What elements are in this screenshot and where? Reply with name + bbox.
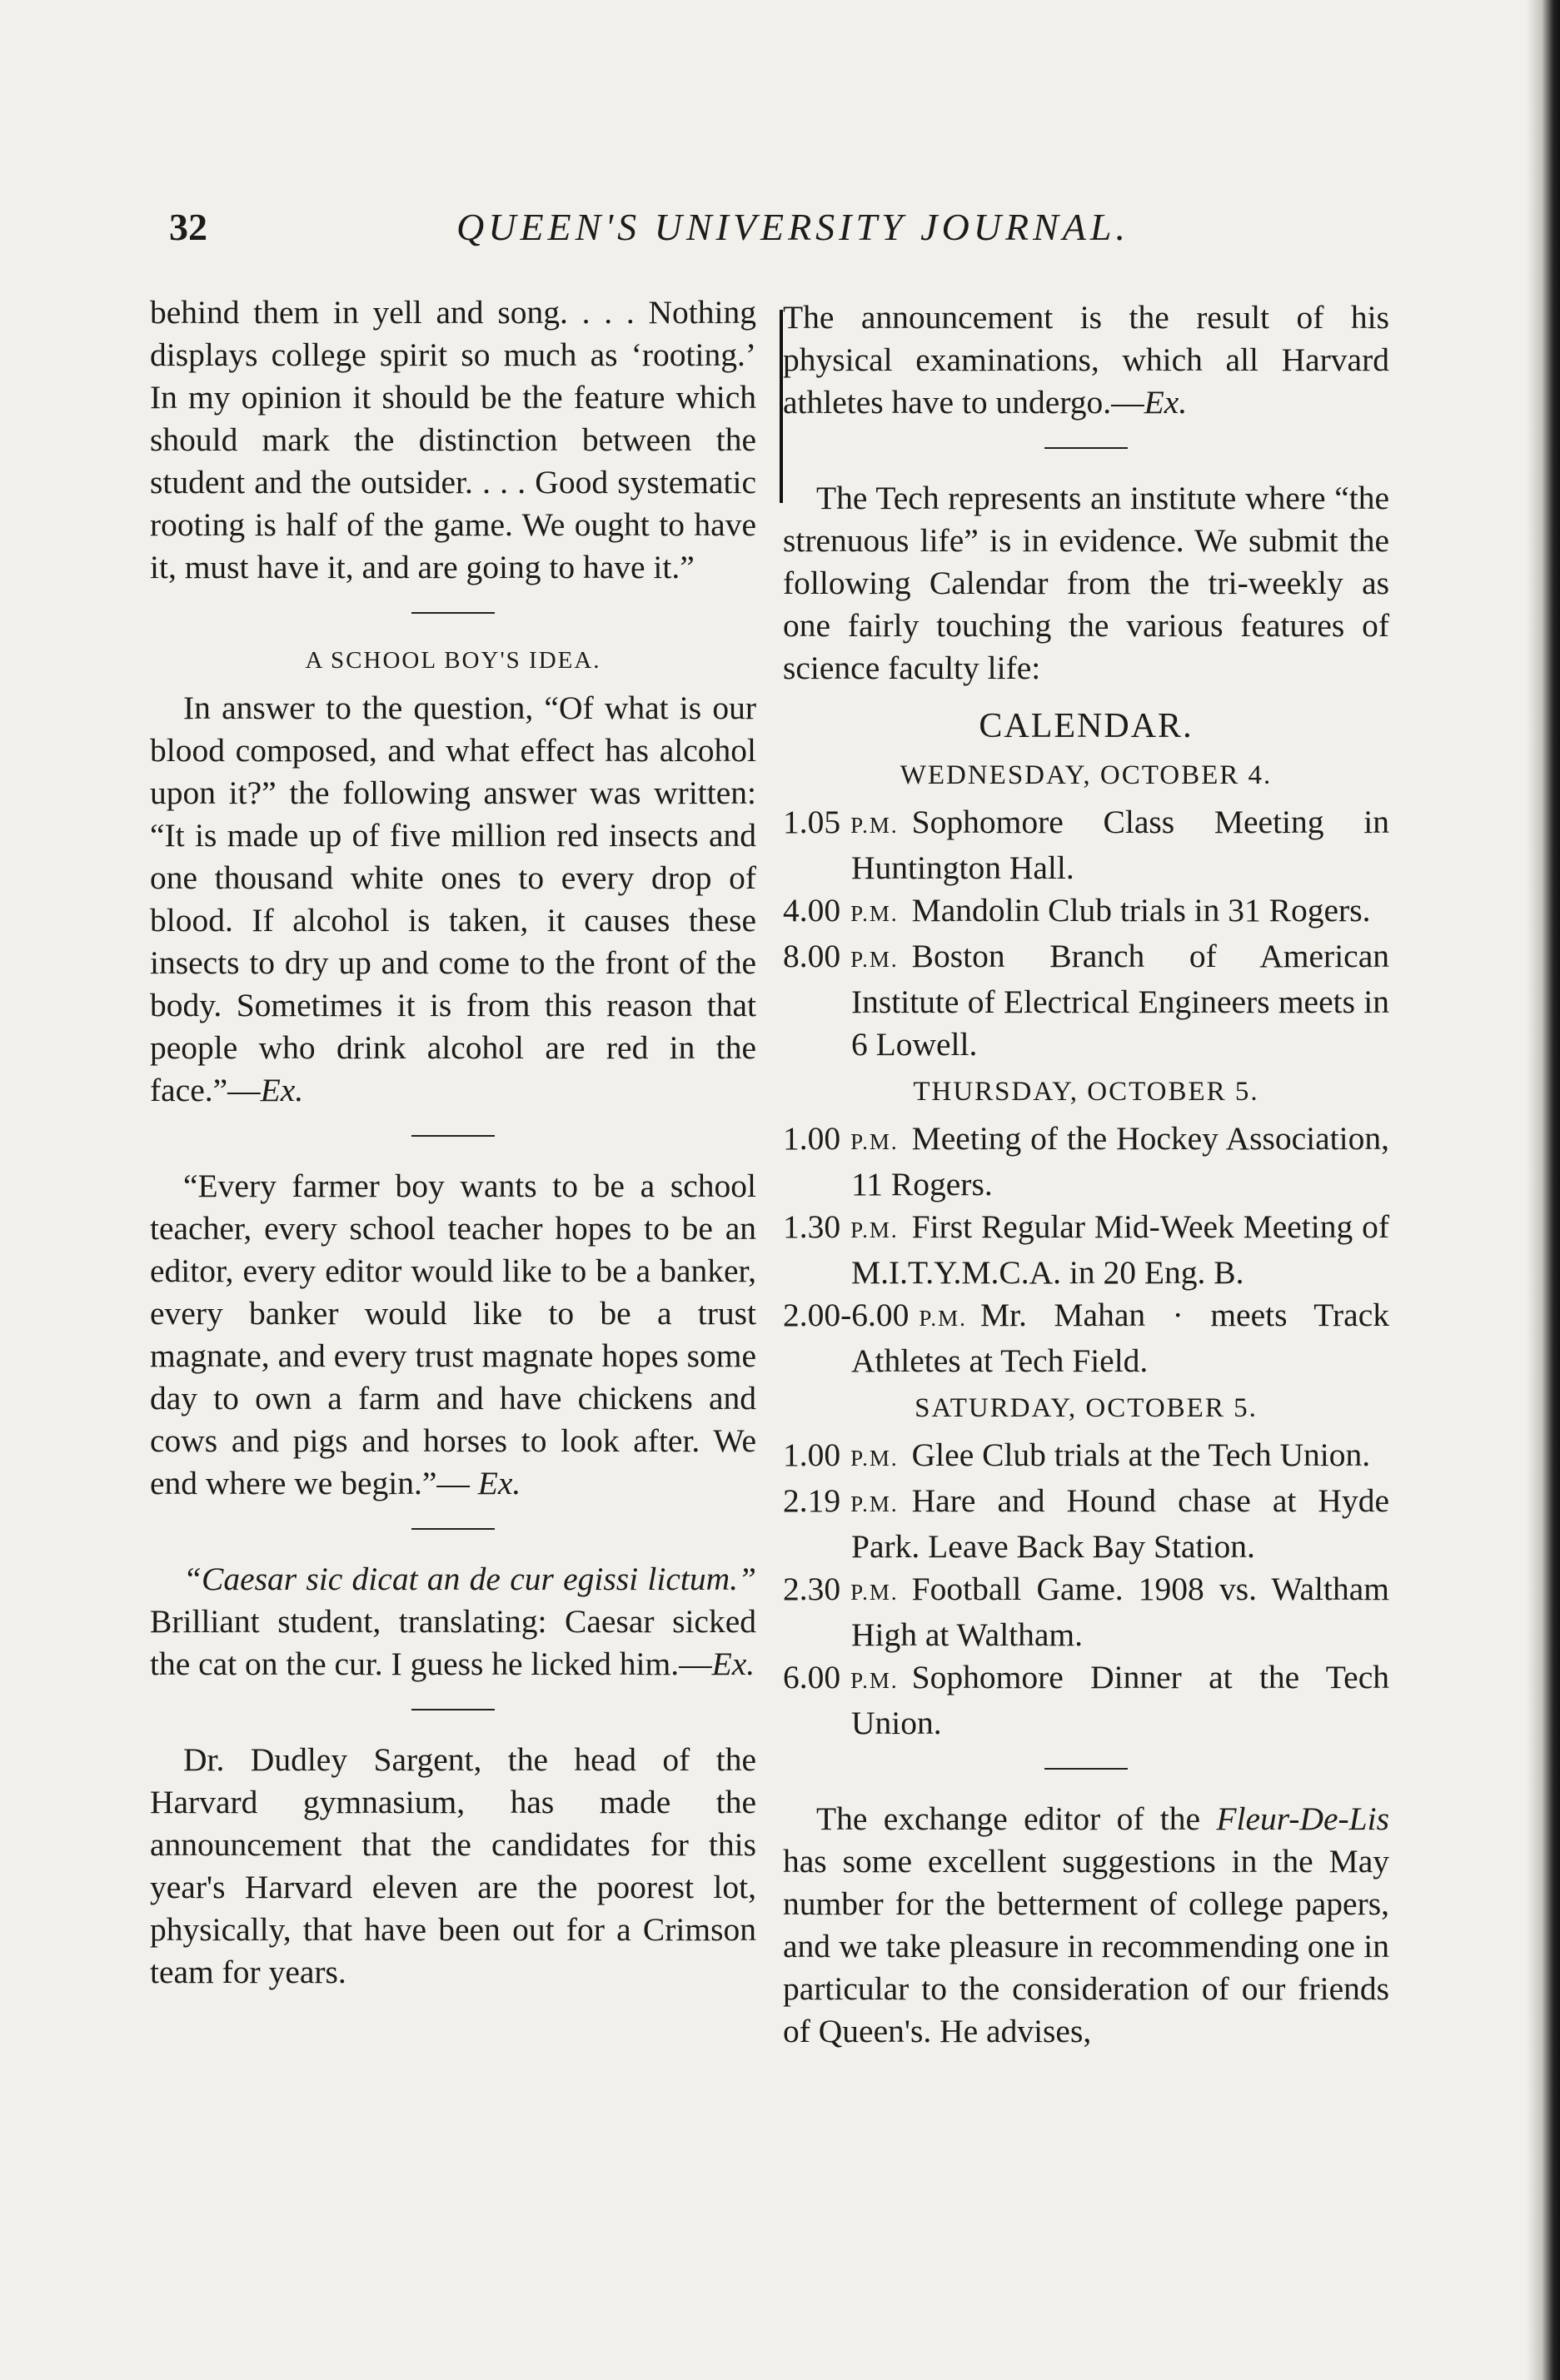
entry-time: 8.00 xyxy=(783,938,841,974)
school-boy-text: In answer to the question, “Of what is our blood composed, and what effect has alcohol upon it?” the following answer was written: “It is made up of five million red insects and one thousand white ones to every drop of blood. If alcohol is taken, it causes these insects to dry up and come to the front of the body. Sometimes it is from this reason that people who drink alcohol are red in the face.”— xyxy=(150,690,756,1108)
entry-text: Football Game. 1908 vs. Waltham High at Waltham. xyxy=(851,1571,1389,1653)
right-column xyxy=(783,296,1389,2053)
sargent-paragraph: Dr. Dudley Sargent, the head of the Harvard gymnasium, has made the announcement that the candidates for this year's Harvard eleven are the poorest lot, physically, that have been out for a Crimson team for years. xyxy=(150,1741,756,1990)
section-divider xyxy=(1044,447,1128,449)
running-head: QUEEN'S UNIVERSITY JOURNAL. xyxy=(456,206,1129,248)
entry-text: Glee Club trials at the Tech Union. xyxy=(911,1436,1371,1473)
publication-title: Fleur-De-Lis xyxy=(1216,1800,1389,1837)
entry-pm: P.M. xyxy=(850,901,899,926)
calendar-day xyxy=(783,756,1389,1066)
rooting-paragraph: behind them in yell and song. . . . Nothing displays college spirit so much as ‘rooting.’ In my opinion it should be the feature which should mark the distinction between the student and the outsider. . . . Good systematic rooting is half of the game. We ought to have it, must have it, and are going to have it.” xyxy=(150,294,756,585)
caesar-text: Brilliant student, translating: Caesar sicked the cat on the cur. I guess he licked him.— xyxy=(150,1603,756,1682)
entry-time: 4.00 xyxy=(783,892,841,929)
day-heading: THURSDAY, OCTOBER 5. xyxy=(913,1077,1259,1107)
entry-time: 1.30 xyxy=(783,1208,841,1245)
exchange-text-start: The exchange editor of the xyxy=(816,1800,1217,1837)
entry-time: 6.00 xyxy=(783,1659,841,1695)
calendar-title: CALENDAR. xyxy=(979,707,1194,745)
entry-pm: P.M. xyxy=(850,1491,899,1516)
entry-time: 2.30 xyxy=(783,1571,841,1607)
entry-pm: P.M. xyxy=(850,1217,899,1242)
entry-text: Sophomore Class Meeting in Huntington Hall. xyxy=(851,804,1389,886)
entry-time: 1.05 xyxy=(783,804,841,840)
caesar-latin: “Caesar sic dicat an de cur egissi lictum.” xyxy=(183,1561,756,1597)
source-credit: Ex. xyxy=(260,1072,304,1108)
exchange-text-end: has some excellent suggestions in the May number for the betterment of college papers, and we take pleasure in recommending one in particular to the consideration of our friends of Queen's. He advises, xyxy=(783,1843,1389,2049)
entry-text: Boston Branch of American Institute of Electrical Engineers meets in 6 Lowell. xyxy=(851,938,1389,1063)
calendar-entry xyxy=(783,889,1389,935)
calendar-entry xyxy=(783,1206,1389,1294)
calendar-entry xyxy=(783,1118,1389,1206)
calendar-entry xyxy=(783,1294,1389,1382)
entry-pm: P.M. xyxy=(850,1668,899,1693)
school-boy-heading: A SCHOOL BOY'S IDEA. xyxy=(305,647,601,674)
school-boy-paragraph xyxy=(150,687,756,1112)
calendar-entry xyxy=(783,1656,1389,1745)
entry-text: Sophomore Dinner at the Tech Union. xyxy=(851,1659,1389,1741)
entry-pm: P.M. xyxy=(919,1306,967,1331)
calendar-entry xyxy=(783,935,1389,1066)
entry-time: 1.00 xyxy=(783,1436,841,1473)
calendar-day xyxy=(783,1073,1389,1382)
announcement-paragraph xyxy=(783,296,1389,424)
entry-text: Meeting of the Hockey Association, 11 Rogers. xyxy=(851,1120,1389,1202)
tech-paragraph: The Tech represents an institute where “the strenuous life” is in evidence. We submit the following Calendar from the tri-weekly as one fairly touching the various features of science faculty life: xyxy=(783,480,1389,686)
calendar-entry xyxy=(783,1434,1389,1480)
entry-text: First Regular Mid-Week Meeting of M.I.T.Y.M.C.A. in 20 Eng. B. xyxy=(851,1208,1389,1291)
entry-text: Mr. Mahan · meets Track Athletes at Tech Field. xyxy=(851,1297,1389,1379)
calendar-entry xyxy=(783,1568,1389,1656)
left-column xyxy=(150,291,756,1994)
exchange-paragraph xyxy=(783,1798,1389,2053)
entry-text: Hare and Hound chase at Hyde Park. Leave Back Bay Station. xyxy=(851,1482,1389,1565)
entry-text: Mandolin Club trials in 31 Rogers. xyxy=(911,892,1371,929)
source-credit: Ex. xyxy=(711,1646,755,1682)
farmer-text: “Every farmer boy wants to be a school teacher, every school teacher hopes to be an editor, every editor would like to be a banker, every banker would like to be a trust magnate, and every trust magnate hopes some day to own a farm and have chickens and cows and pigs and horses to look after. We end where we begin.”— xyxy=(150,1168,756,1501)
section-divider xyxy=(411,1709,495,1710)
calendar-entry xyxy=(783,801,1389,889)
day-heading: WEDNESDAY, OCTOBER 4. xyxy=(900,760,1273,790)
page-number: 32 xyxy=(169,206,207,248)
calendar-day xyxy=(783,1389,1389,1745)
entry-pm: P.M. xyxy=(850,1446,899,1471)
section-divider xyxy=(1044,1768,1128,1770)
source-credit: Ex. xyxy=(477,1465,521,1501)
section-divider xyxy=(411,1528,495,1530)
entry-time: 2.00-6.00 xyxy=(783,1297,910,1333)
entry-pm: P.M. xyxy=(850,947,899,972)
entry-pm: P.M. xyxy=(850,813,899,838)
calendar-entry xyxy=(783,1480,1389,1568)
entry-time: 2.19 xyxy=(783,1482,841,1519)
entry-pm: P.M. xyxy=(850,1580,899,1605)
announcement-text: The announcement is the result of his physical examinations, which all Harvard athletes have to undergo.— xyxy=(783,299,1389,421)
caesar-paragraph xyxy=(150,1558,756,1685)
page-edge-shadow xyxy=(1527,0,1560,2380)
section-divider xyxy=(411,1135,495,1137)
day-heading: SATURDAY, OCTOBER 5. xyxy=(915,1393,1258,1423)
source-credit: Ex. xyxy=(1144,384,1188,421)
entry-pm: P.M. xyxy=(850,1129,899,1154)
farmer-paragraph xyxy=(150,1165,756,1505)
section-divider xyxy=(411,612,495,614)
entry-time: 1.00 xyxy=(783,1120,841,1157)
